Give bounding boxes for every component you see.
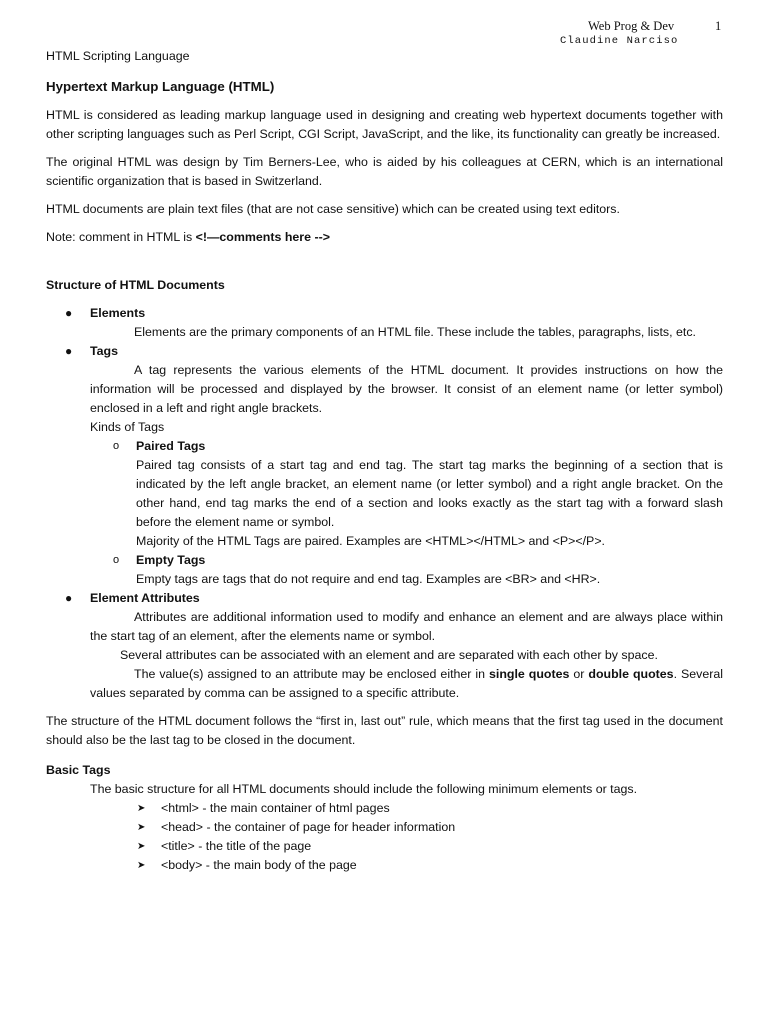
structure-list xyxy=(46,304,723,703)
basic-tags-intro: The basic structure for all HTML documents should include the following minimum elements or tags. xyxy=(90,782,638,796)
basic-tags-title: Basic Tags xyxy=(46,763,111,777)
sub-bullet-empty xyxy=(46,551,723,570)
attributes-text-3 xyxy=(46,665,723,703)
basic-tag-item xyxy=(46,837,723,856)
arrow-bullet-icon: ➤ xyxy=(137,803,146,814)
bullet-icon: ● xyxy=(65,306,73,320)
arrow-bullet-icon: ➤ xyxy=(137,860,146,871)
circle-bullet-icon: o xyxy=(113,554,120,566)
bullet-attributes xyxy=(46,589,723,608)
paired-tags-examples: Majority of the HTML Tags are paired. Examples are <HTML></HTML> and <P></P>. xyxy=(136,534,605,548)
paired-tags-text: Paired tag consists of a start tag and end tag. The start tag marks the beginning of a section that is indicated by the left angle bracket, an element name (or letter symbol) and a right angle bracket. On the other hand, end tag marks the end of a section and looks exactly as the start tag with a forward slash before the element name or symbol. xyxy=(136,458,723,529)
intro-paragraph-2: The original HTML was design by Tim Berners-Lee, who is aided by his colleagues at CERN, which is an international scientific organization that is based in Switzerland. xyxy=(46,155,723,188)
basic-tag-item-text: <head> - the container of page for header information xyxy=(161,820,456,834)
attr3-part-a: The value(s) assigned to an attribute may be enclosed either in xyxy=(134,667,490,681)
tags-text: A tag represents the various elements of the HTML document. It provides instructions on how the information will be processed and displayed by the browser. It consist of an element name (or letter symbol) enclosed in a left and right angle brackets. xyxy=(90,363,723,415)
document-title: HTML Scripting Language xyxy=(46,49,190,63)
bullet-icon: ● xyxy=(65,344,73,358)
arrow-bullet-icon: ➤ xyxy=(137,841,146,852)
intro-paragraph-1: HTML is considered as leading markup language used in designing and creating web hypertext documents together with other scripting languages such as Perl Script, CGI Script, JavaScript, and the like, its functionality can greatly be increased. xyxy=(46,108,723,141)
elements-text: Elements are the primary components of an HTML file. These include the tables, paragraphs, lists, etc. xyxy=(134,325,696,339)
basic-tag-item-text: <body> - the main body of the page xyxy=(161,858,357,872)
structure-title: Structure of HTML Documents xyxy=(46,278,225,292)
attr3-single-quotes: single quotes xyxy=(489,667,570,681)
note-prefix: Note: comment in HTML is xyxy=(46,230,196,244)
tags-label: Tags xyxy=(90,344,118,358)
arrow-bullet-icon: ➤ xyxy=(137,822,146,833)
kinds-of-tags-label: Kinds of Tags xyxy=(90,420,165,434)
structure-closing-paragraph: The structure of the HTML document follows the “first in, last out” rule, which means that the first tag used in the document should also be the last tag to be closed in the document. xyxy=(46,714,723,747)
attributes-label: Element Attributes xyxy=(90,591,200,605)
basic-tag-item-text: <html> - the main container of html pages xyxy=(161,801,390,815)
basic-tag-item-text: <title> - the title of the page xyxy=(161,839,312,853)
attributes-text-1: Attributes are additional information used to modify and enhance an element and are always place within the start tag of an element, after the elements name or symbol. xyxy=(90,610,723,643)
empty-tags-label: Empty Tags xyxy=(136,553,206,567)
header-page-number: 1 xyxy=(715,19,722,33)
basic-tag-item xyxy=(46,799,723,818)
basic-tag-item xyxy=(46,818,723,837)
attr3-part-e: . Several values separated by comma can be assigned to a specific attribute. xyxy=(90,667,724,700)
paired-tags-label: Paired Tags xyxy=(136,439,206,453)
comment-note xyxy=(46,228,723,247)
attr3-part-c: or xyxy=(569,667,589,681)
empty-tags-text: Empty tags are tags that do not require and end tag. Examples are <BR> and <HR>. xyxy=(136,572,601,586)
document-body xyxy=(46,47,723,875)
bullet-icon: ● xyxy=(65,591,73,605)
attributes-text-2: Several attributes can be associated with an element and are separated with each other by space. xyxy=(120,648,658,662)
intro-paragraph-3: HTML documents are plain text files (that are not case sensitive) which can be created using text editors. xyxy=(46,202,620,216)
header-course-title: Web Prog & Dev xyxy=(588,19,675,33)
elements-label: Elements xyxy=(90,306,146,320)
note-code: <!—comments here --> xyxy=(195,230,330,244)
bullet-tags xyxy=(46,342,723,361)
header-author: Claudine Narciso xyxy=(560,35,679,47)
circle-bullet-icon: o xyxy=(113,440,120,452)
basic-tag-item xyxy=(46,856,723,875)
section-heading: Hypertext Markup Language (HTML) xyxy=(46,79,275,94)
sub-bullet-paired xyxy=(46,437,723,456)
attr3-double-quotes: double quotes xyxy=(588,667,674,681)
bullet-elements xyxy=(46,304,723,323)
